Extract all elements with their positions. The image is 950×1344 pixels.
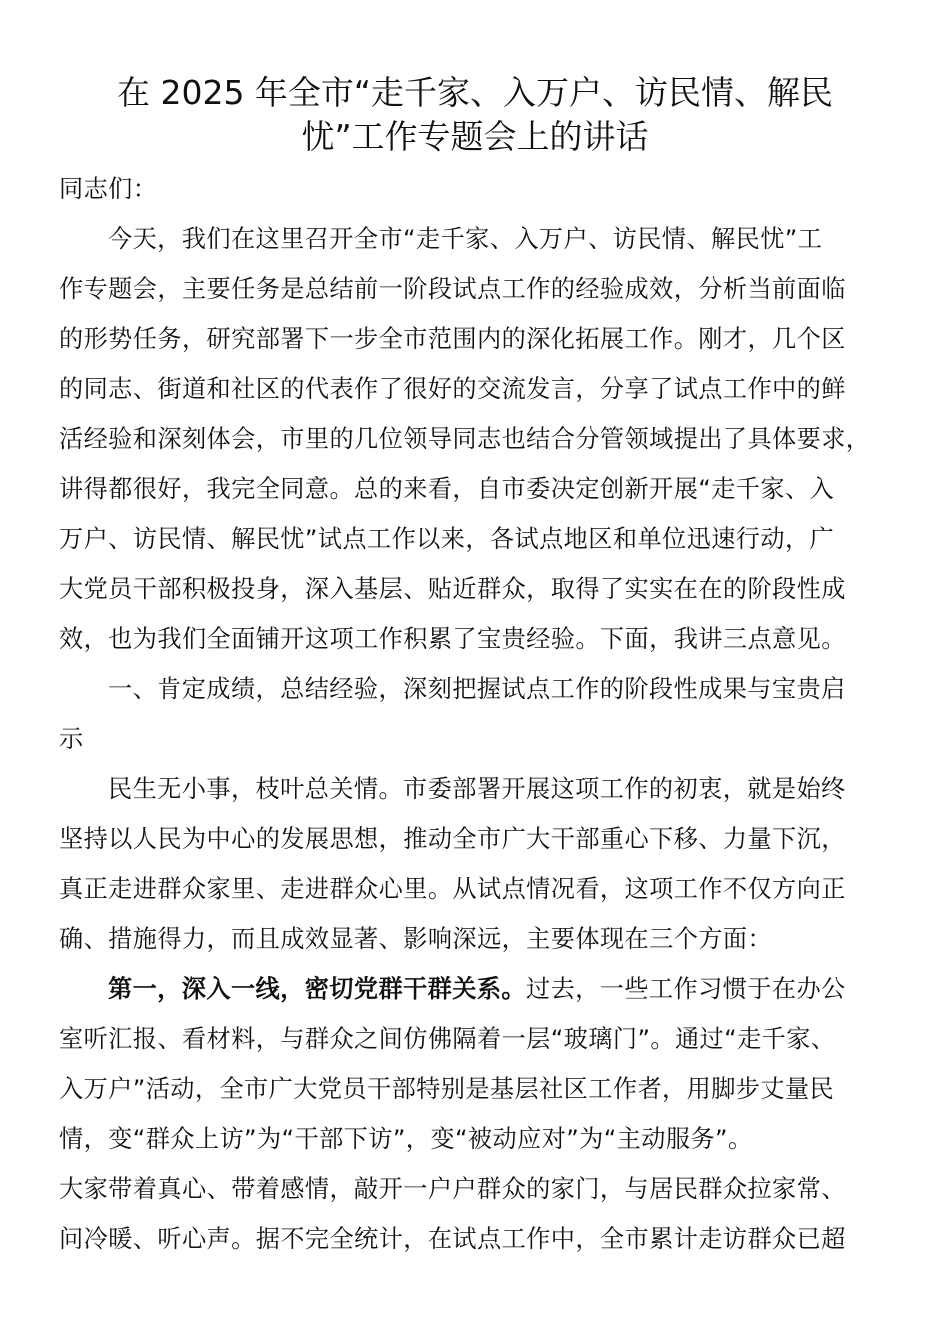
paragraph-line: 坚持以人民为中心的发展思想，推动全市广大干部重心下移、力量下沉， (59, 825, 846, 853)
paragraph-line: 活经验和深刻体会，市里的几位领导同志也结合分管领域提出了具体要求， (59, 425, 871, 453)
document-title-line-1: 在 2025 年全市“走千家、入万户、访民情、解民 (116, 73, 834, 112)
paragraph-line: 的同志、街道和社区的代表作了很好的交流发言，分享了试点工作中的鲜 (59, 375, 846, 403)
paragraph-line: 今天，我们在这里召开全市“走千家、入万户、访民情、解民忧”工 (108, 225, 823, 253)
salutation: 同志们： (59, 175, 158, 203)
section-heading: 示 (59, 725, 84, 753)
bold-lead: 第一，深入一线，密切党群干群关系。 (108, 975, 526, 1003)
document-title-line-2: 忧”工作专题会上的讲话 (301, 117, 649, 156)
paragraph-line: 万户、访民情、解民忧”试点工作以来，各试点地区和单位迅速行动，广 (59, 525, 835, 553)
paragraph-text: 过去，一些工作习惯于在办公 (526, 975, 846, 1003)
section-heading: 一、肯定成绩，总结经验，深刻把握试点工作的阶段性成果与宝贵启 (108, 675, 846, 703)
paragraph-line: 效，也为我们全面铺开这项工作积累了宝贵经验。下面，我讲三点意见。 (59, 625, 846, 653)
paragraph-line: 确、措施得力，而且成效显著、影响深远，主要体现在三个方面： (59, 925, 773, 953)
paragraph-line: 民生无小事，枝叶总关情。市委部署开展这项工作的初衷，就是始终 (108, 775, 846, 803)
paragraph-line: 真正走进群众家里、走进群众心里。从试点情况看，这项工作不仅方向正 (59, 875, 846, 903)
paragraph-line: 作专题会，主要任务是总结前一阶段试点工作的经验成效，分析当前面临 (59, 275, 846, 303)
paragraph-line: 讲得都很好，我完全同意。总的来看，自市委决定创新开展“走千家、入 (59, 475, 835, 503)
paragraph-line: 情，变“群众上访”为“干部下访”，变“被动应对”为“主动服务”。 (59, 1125, 753, 1153)
paragraph-line: 室听汇报、看材料，与群众之间仿佛隔着一层“玻璃门”。通过“走千家、 (59, 1025, 836, 1053)
paragraph-line: 入万户”活动，全市广大党员干部特别是基层社区工作者，用脚步丈量民 (59, 1075, 835, 1103)
paragraph-line: 问冷暖、听心声。据不完全统计，在试点工作中，全市累计走访群众已超 (59, 1225, 846, 1253)
paragraph-line: 的形势任务，研究部署下一步全市范围内的深化拓展工作。刚才，几个区 (59, 325, 846, 353)
paragraph-line: 大党员干部积极投身，深入基层、贴近群众，取得了实实在在的阶段性成 (59, 575, 846, 603)
paragraph-line (108, 977, 846, 1001)
paragraph-line: 大家带着真心、带着感情，敲开一户户群众的家门，与居民群众拉家常、 (59, 1175, 846, 1203)
